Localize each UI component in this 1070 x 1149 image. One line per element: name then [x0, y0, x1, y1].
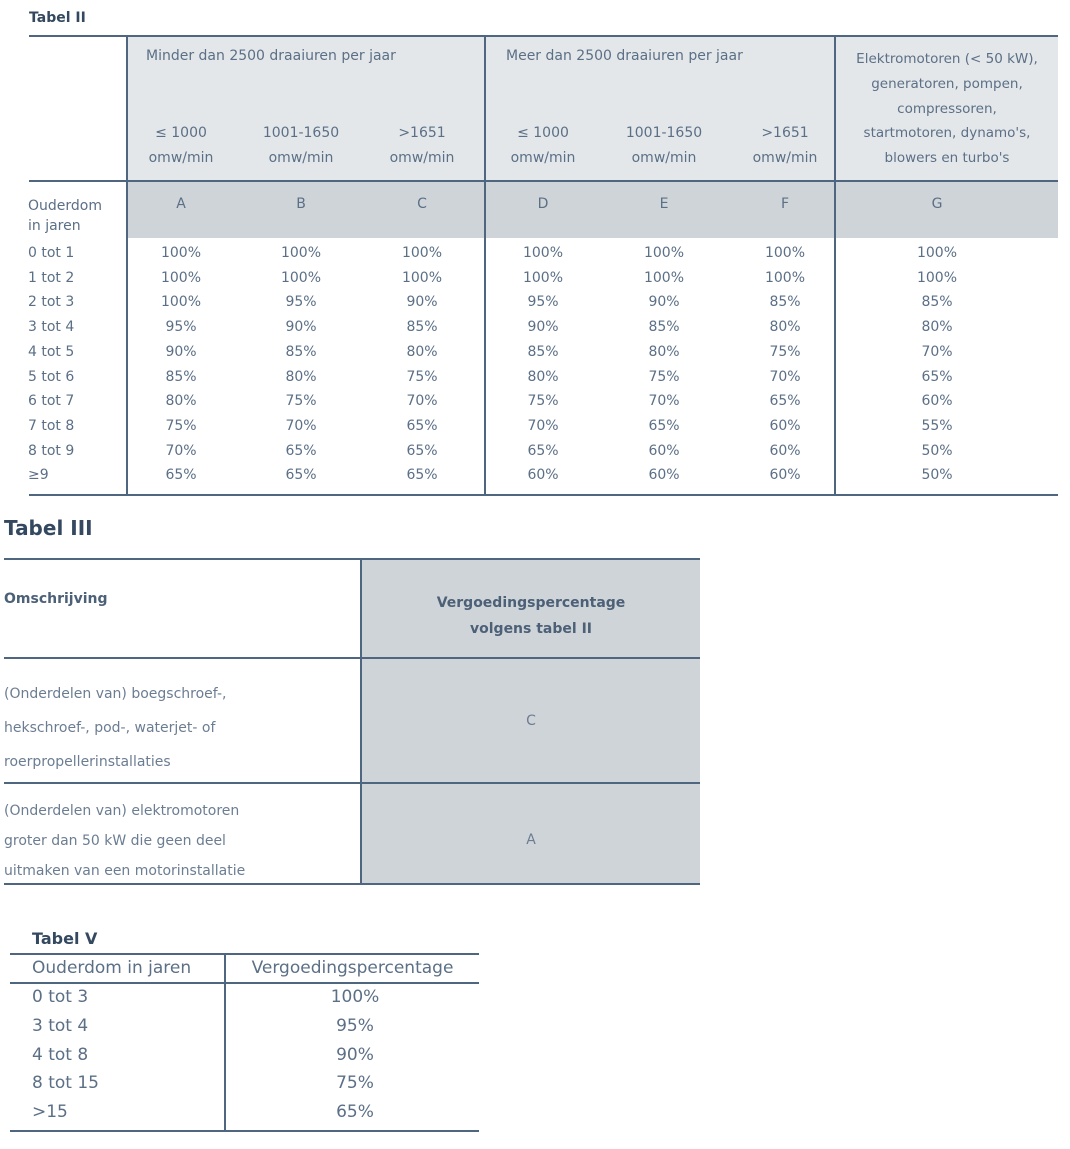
group-header-meer: Meer dan 2500 draaiuren per jaar: [506, 48, 743, 64]
percentage-cell: 100%: [330, 987, 380, 1007]
rpm-header: [604, 121, 724, 171]
percentage-cell: 100%: [916, 269, 958, 286]
percentage-cell: 75%: [769, 343, 801, 360]
percentage-cell: 65%: [406, 467, 438, 484]
description-line: hekschroef-, pod-, waterjet- of: [4, 720, 216, 736]
rpm-header-range: 1001-1650: [625, 125, 703, 141]
tabel5-title: Tabel V: [32, 929, 98, 948]
g-line: Elektromotoren (< 50 kW),: [856, 51, 1038, 67]
percentage-cell: 70%: [406, 393, 438, 410]
percentage-cell: 85%: [648, 319, 680, 336]
tabel2-bottom-rule: [29, 494, 1058, 496]
percentage-cell: 100%: [280, 269, 322, 286]
percentage-cell: 65%: [285, 467, 317, 484]
percentage-cell: 100%: [764, 269, 806, 286]
tabel2-title: Tabel II: [29, 10, 86, 26]
tabel5-header-rule: [10, 982, 479, 984]
row-header-label: [28, 196, 102, 236]
percentage-cell: 100%: [401, 245, 443, 261]
percentage-cell: 85%: [165, 368, 197, 385]
age-label: 8 tot 15: [32, 1073, 99, 1094]
age-label: 3 tot 4: [28, 319, 75, 336]
percentage-cell: 85%: [921, 294, 953, 311]
percentage-cell: 100%: [643, 269, 685, 286]
percentage-cell: 95%: [165, 319, 197, 336]
header-line-2: volgens tabel II: [470, 621, 592, 637]
percentage-cell: 90%: [527, 319, 559, 336]
percentage-cell: 90%: [648, 294, 680, 311]
percentage-cell: 65%: [165, 467, 197, 484]
percentage-cell: 60%: [769, 442, 801, 459]
percentage-cell: 75%: [165, 417, 197, 434]
tabel2-divider-1: [126, 36, 128, 495]
percentage-cell: 100%: [280, 245, 322, 261]
rpm-header-unit: omw/min: [148, 150, 214, 166]
tabel3-row-2-value: A: [526, 832, 536, 848]
percentage-cell: 55%: [921, 417, 953, 434]
age-label: 3 tot 4: [32, 1015, 89, 1036]
percentage-cell: 65%: [769, 393, 801, 410]
tabel5-header-ouderdom: Ouderdom in jaren: [32, 958, 192, 978]
rpm-header-unit: omw/min: [510, 150, 576, 166]
rpm-header-range: >1651: [761, 125, 809, 141]
percentage-cell: 80%: [769, 319, 801, 336]
percentage-cell: 60%: [769, 417, 801, 434]
percentage-cell: 95%: [285, 294, 317, 311]
percentage-cell: 80%: [648, 343, 680, 360]
percentage-cell: 65%: [406, 417, 438, 434]
group-header-minder: Minder dan 2500 draaiuren per jaar: [146, 48, 396, 64]
group-header-elektromotoren: [836, 47, 1058, 171]
age-label: 4 tot 8: [32, 1044, 89, 1065]
description-line: roerpropellerinstallaties: [4, 754, 171, 770]
rpm-header: [483, 121, 603, 171]
percentage-cell: 100%: [160, 269, 202, 286]
g-line: blowers en turbo's: [884, 150, 1010, 167]
percentage-cell: 65%: [336, 1102, 374, 1123]
rpm-header-unit: omw/min: [389, 150, 455, 166]
tabel2-divider-2: [484, 36, 486, 495]
percentage-cell: 60%: [527, 467, 559, 484]
percentage-cell: 75%: [648, 368, 680, 385]
percentage-cell: 85%: [527, 343, 559, 360]
percentage-cell: 100%: [401, 269, 443, 286]
percentage-cell: 65%: [406, 442, 438, 459]
percentage-cell: 70%: [769, 368, 801, 385]
age-label: >15: [32, 1102, 68, 1123]
column-letter-b: B: [296, 196, 306, 212]
rpm-header: [241, 121, 361, 171]
column-letter-g: G: [931, 196, 943, 212]
rpm-header-range: >1651: [398, 125, 446, 141]
percentage-cell: 90%: [165, 343, 197, 360]
percentage-cell: 80%: [285, 368, 317, 385]
percentage-cell: 100%: [764, 245, 806, 261]
rpm-header-unit: omw/min: [268, 150, 334, 166]
tabel3-row-2-description: [4, 796, 245, 886]
tabel5-header-vergoeding: Vergoedingspercentage: [251, 958, 454, 978]
age-label: 4 tot 5: [28, 343, 75, 360]
rpm-header-unit: omw/min: [752, 150, 818, 166]
percentage-cell: 100%: [522, 245, 564, 261]
tabel3-header-omschrijving: Omschrijving: [4, 591, 108, 607]
age-label: 7 tot 8: [28, 417, 75, 434]
percentage-cell: 95%: [336, 1015, 374, 1036]
g-line: generatoren, pompen,: [871, 75, 1023, 92]
percentage-cell: 65%: [921, 368, 953, 385]
percentage-cell: 75%: [406, 368, 438, 385]
column-letter-a: A: [176, 196, 186, 212]
header-line-1: Vergoedingspercentage: [436, 595, 626, 611]
percentage-cell: 75%: [285, 393, 317, 410]
row-header-line-1: Ouderdom: [28, 198, 102, 214]
percentage-cell: 95%: [527, 294, 559, 311]
rpm-header: [725, 121, 845, 171]
age-label: ≥9: [28, 467, 49, 484]
percentage-cell: 75%: [527, 393, 559, 410]
tabel5-top-rule: [10, 953, 479, 955]
column-letter-f: F: [780, 196, 790, 212]
column-letter-d: D: [537, 196, 549, 212]
percentage-cell: 90%: [285, 319, 317, 336]
g-line: compressoren,: [897, 100, 997, 117]
tabel3-title: Tabel III: [4, 516, 93, 540]
percentage-cell: 60%: [648, 442, 680, 459]
percentage-cell: 60%: [921, 393, 953, 410]
age-label: 1 tot 2: [28, 269, 75, 286]
rpm-header-range: ≤ 1000: [517, 125, 569, 141]
percentage-cell: 85%: [406, 319, 438, 336]
percentage-cell: 60%: [648, 467, 680, 484]
tabel3-row-1-description: [4, 677, 226, 779]
percentage-cell: 80%: [406, 343, 438, 360]
column-letter-e: E: [659, 196, 669, 212]
description-line: groter dan 50 kW die geen deel: [4, 833, 226, 849]
percentage-cell: 80%: [165, 393, 197, 410]
age-label: 8 tot 9: [28, 442, 75, 459]
rpm-header: [362, 121, 482, 171]
percentage-cell: 75%: [336, 1073, 374, 1094]
percentage-cell: 100%: [643, 245, 685, 261]
percentage-cell: 85%: [285, 343, 317, 360]
percentage-cell: 100%: [160, 245, 202, 261]
rpm-header: [121, 121, 241, 171]
rpm-header-unit: omw/min: [631, 150, 697, 166]
row-header-line-2: in jaren: [28, 218, 81, 234]
tabel2-top-rule: [29, 35, 1058, 37]
percentage-cell: 80%: [527, 368, 559, 385]
percentage-cell: 65%: [527, 442, 559, 459]
description-line: (Onderdelen van) boegschroef-,: [4, 686, 227, 702]
rpm-header-range: 1001-1650: [262, 125, 340, 141]
percentage-cell: 70%: [285, 417, 317, 434]
percentage-cell: 100%: [160, 294, 202, 311]
tabel3-header-vergoeding: [362, 590, 700, 642]
percentage-cell: 50%: [921, 442, 953, 459]
column-letter-c: C: [417, 196, 427, 212]
percentage-cell: 100%: [916, 245, 958, 261]
percentage-cell: 70%: [527, 417, 559, 434]
g-line: startmotoren, dynamo's,: [863, 125, 1031, 142]
percentage-cell: 65%: [285, 442, 317, 459]
percentage-cell: 50%: [921, 467, 953, 484]
tabel2-header-rule: [29, 180, 1058, 182]
age-label: 2 tot 3: [28, 294, 75, 311]
percentage-cell: 70%: [921, 343, 953, 360]
percentage-cell: 90%: [336, 1044, 374, 1065]
tabel5-bottom-rule: [10, 1130, 479, 1132]
tabel3-top-rule: [4, 558, 700, 560]
age-label: 0 tot 1: [28, 245, 75, 261]
percentage-cell: 65%: [648, 417, 680, 434]
age-label: 6 tot 7: [28, 393, 75, 410]
tabel3-row-rule: [4, 782, 700, 784]
percentage-cell: 85%: [769, 294, 801, 311]
percentage-cell: 100%: [522, 269, 564, 286]
description-line: uitmaken van een motorinstallatie: [4, 863, 246, 879]
description-line: (Onderdelen van) elektromotoren: [4, 803, 240, 819]
percentage-cell: 60%: [769, 467, 801, 484]
age-label: 0 tot 3: [32, 987, 89, 1007]
age-label: 5 tot 6: [28, 368, 75, 385]
rpm-header-range: ≤ 1000: [155, 125, 207, 141]
percentage-cell: 70%: [165, 442, 197, 459]
percentage-cell: 70%: [648, 393, 680, 410]
percentage-cell: 90%: [406, 294, 438, 311]
percentage-cell: 80%: [921, 319, 953, 336]
tabel3-header-rule: [4, 657, 700, 659]
tabel3-row-1-value: C: [526, 713, 536, 729]
